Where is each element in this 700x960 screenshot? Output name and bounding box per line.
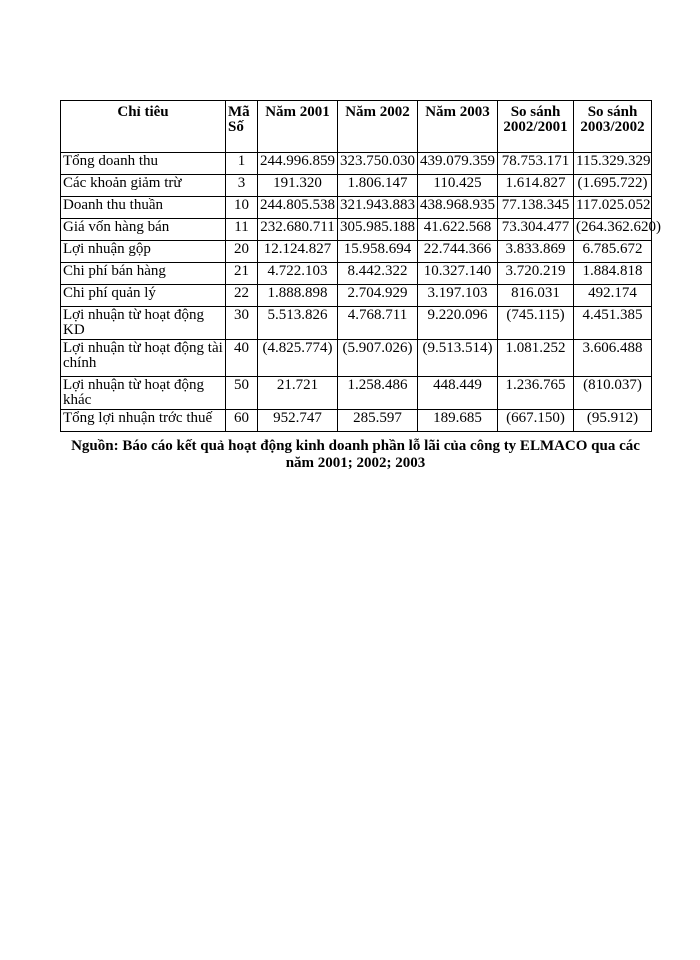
table-row: [61, 285, 652, 307]
table-header-row: [61, 101, 652, 153]
compare-2003-2002: (264.362.620): [574, 219, 652, 241]
value-2001: 21.721: [258, 377, 338, 410]
row-code: 21: [226, 263, 258, 285]
header-year-2003: Năm 2003: [418, 101, 498, 153]
compare-2003-2002: 492.174: [574, 285, 652, 307]
value-2002: 2.704.929: [338, 285, 418, 307]
row-label: Doanh thu thuần: [61, 197, 226, 219]
source-note: Nguồn: Báo cáo kết quả hoạt động kinh doanh phần lỗ lãi của công ty ELMACO qua các năm 2001; 2002; 2003: [71, 438, 640, 471]
table-row: [61, 241, 652, 263]
table-row: [61, 410, 652, 432]
value-2003: (9.513.514): [418, 340, 498, 377]
compare-2003-2002: 6.785.672: [574, 241, 652, 263]
value-2003: 438.968.935: [418, 197, 498, 219]
row-code: 3: [226, 175, 258, 197]
value-2001: 12.124.827: [258, 241, 338, 263]
compare-2002-2001: (667.150): [498, 410, 574, 432]
header-compare-2002-2001: So sánh 2002/2001: [498, 101, 574, 153]
compare-2003-2002: 4.451.385: [574, 307, 652, 340]
value-2002: 4.768.711: [338, 307, 418, 340]
value-2003: 439.079.359: [418, 153, 498, 175]
value-2002: 8.442.322: [338, 263, 418, 285]
compare-2002-2001: 1.614.827: [498, 175, 574, 197]
row-label: Chi phí quản lý: [61, 285, 226, 307]
header-indicator: Chỉ tiêu: [61, 101, 226, 153]
value-2001: (4.825.774): [258, 340, 338, 377]
value-2002: 285.597: [338, 410, 418, 432]
table-body: [61, 153, 661, 432]
row-code: 20: [226, 241, 258, 263]
header-year-2001: Năm 2001: [258, 101, 338, 153]
value-2001: 1.888.898: [258, 285, 338, 307]
value-2003: 22.744.366: [418, 241, 498, 263]
row-label: Lợi nhuận gộp: [61, 241, 226, 263]
row-label: Tổng doanh thu: [61, 153, 226, 175]
compare-2002-2001: 3.833.869: [498, 241, 574, 263]
value-2001: 952.747: [258, 410, 338, 432]
compare-2003-2002: 3.606.488: [574, 340, 652, 377]
compare-2002-2001: 816.031: [498, 285, 574, 307]
table-row: [61, 340, 652, 377]
compare-2002-2001: (745.115): [498, 307, 574, 340]
value-2003: 189.685: [418, 410, 498, 432]
value-2003: 448.449: [418, 377, 498, 410]
row-code: 1: [226, 153, 258, 175]
value-2001: 232.680.711: [258, 219, 338, 241]
row-code: 60: [226, 410, 258, 432]
compare-2003-2002: 1.884.818: [574, 263, 652, 285]
value-2003: 3.197.103: [418, 285, 498, 307]
value-2002: 321.943.883: [338, 197, 418, 219]
compare-2003-2002: (810.037): [574, 377, 652, 410]
compare-2002-2001: 73.304.477: [498, 219, 574, 241]
table-row: [61, 197, 652, 219]
value-2001: 5.513.826: [258, 307, 338, 340]
row-label: Tổng lợi nhuận trớc thuế: [61, 410, 226, 432]
value-2002: 305.985.188: [338, 219, 418, 241]
value-2002: 1.806.147: [338, 175, 418, 197]
compare-2002-2001: 77.138.345: [498, 197, 574, 219]
row-label: Lợi nhuận từ hoạt động khác: [61, 377, 226, 410]
compare-2002-2001: 3.720.219: [498, 263, 574, 285]
row-code: 50: [226, 377, 258, 410]
row-code: 22: [226, 285, 258, 307]
value-2001: 244.805.538: [258, 197, 338, 219]
compare-2002-2001: 78.753.171: [498, 153, 574, 175]
compare-2003-2002: 115.329.329: [574, 153, 652, 175]
compare-2003-2002: 117.025.052: [574, 197, 652, 219]
value-2001: 244.996.859: [258, 153, 338, 175]
compare-2002-2001: 1.081.252: [498, 340, 574, 377]
row-code: 10: [226, 197, 258, 219]
table-row: [61, 377, 652, 410]
row-label: Chi phí bán hàng: [61, 263, 226, 285]
table-row: [61, 175, 652, 197]
table-row: [61, 307, 652, 340]
header-code: Mã Số: [226, 101, 258, 153]
value-2003: 110.425: [418, 175, 498, 197]
table-row: [61, 153, 652, 175]
value-2003: 10.327.140: [418, 263, 498, 285]
compare-2002-2001: 1.236.765: [498, 377, 574, 410]
compare-2003-2002: (95.912): [574, 410, 652, 432]
value-2002: 1.258.486: [338, 377, 418, 410]
header-year-2002: Năm 2002: [338, 101, 418, 153]
row-label: Lợi nhuận từ hoạt động KD: [61, 307, 226, 340]
row-code: 40: [226, 340, 258, 377]
row-label: Giá vốn hàng bán: [61, 219, 226, 241]
value-2002: (5.907.026): [338, 340, 418, 377]
value-2001: 4.722.103: [258, 263, 338, 285]
financial-results-table: [60, 100, 661, 432]
value-2001: 191.320: [258, 175, 338, 197]
value-2002: 15.958.694: [338, 241, 418, 263]
row-label: Các khoản giảm trừ: [61, 175, 226, 197]
value-2003: 9.220.096: [418, 307, 498, 340]
table-row: [61, 219, 652, 241]
row-code: 11: [226, 219, 258, 241]
row-label: Lợi nhuận từ hoạt động tài chính: [61, 340, 226, 377]
value-2002: 323.750.030: [338, 153, 418, 175]
table-row: [61, 263, 652, 285]
row-code: 30: [226, 307, 258, 340]
value-2003: 41.622.568: [418, 219, 498, 241]
header-compare-2003-2002: So sánh 2003/2002: [574, 101, 652, 153]
compare-2003-2002: (1.695.722): [574, 175, 652, 197]
